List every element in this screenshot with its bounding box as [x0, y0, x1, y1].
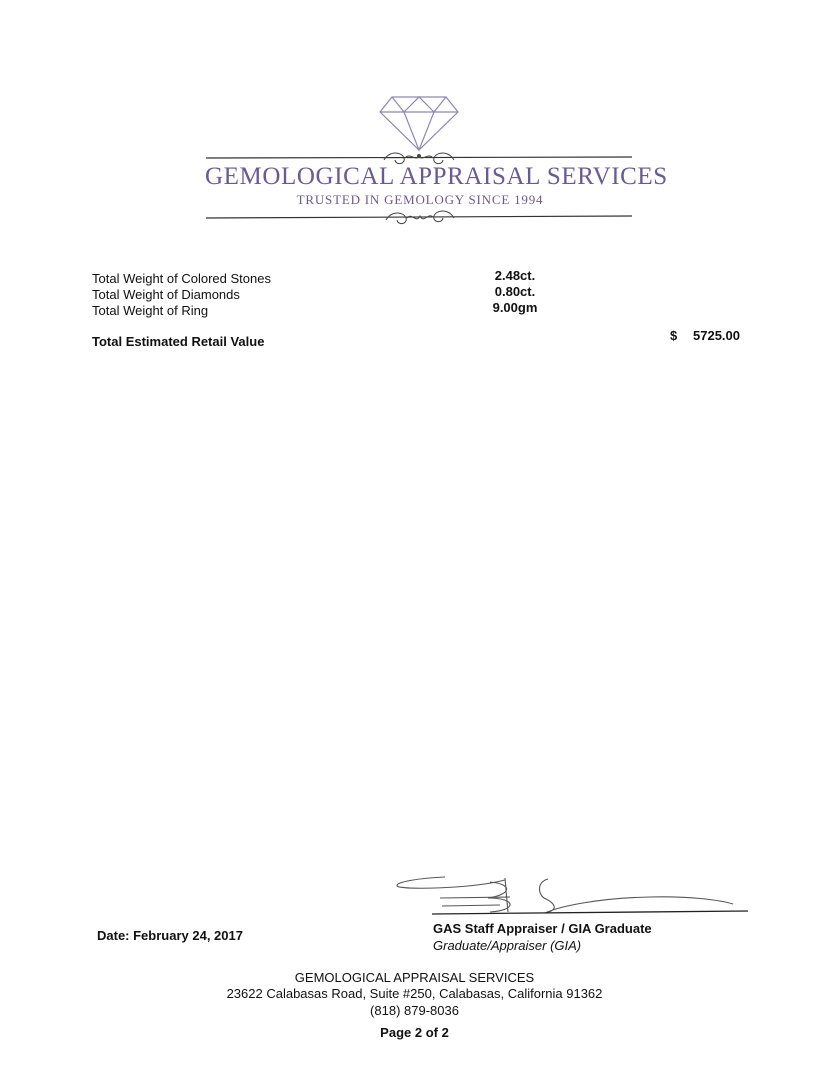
page-number: Page 2 of 2	[380, 1025, 449, 1040]
logo-tagline: TRUSTED IN GEMOLOGY SINCE 1994	[296, 192, 544, 207]
ring-weight-label: Total Weight of Ring	[92, 303, 209, 318]
colored-stones-weight-value: 2.48ct.	[494, 268, 536, 283]
diamonds-weight-value: 0.80ct.	[494, 284, 536, 299]
signature-line	[432, 911, 748, 914]
colored-stones-weight-label: Total Weight of Colored Stones	[92, 271, 271, 286]
appraisal-date: Date: February 24, 2017	[97, 928, 243, 943]
logo-title: GEMOLOGICAL APPRAISAL SERVICES	[205, 163, 668, 190]
footer-address: 23622 Calabasas Road, Suite #250, Calabasas, California 91362	[226, 986, 603, 1001]
handwritten-signature	[397, 877, 733, 913]
diamonds-weight-label: Total Weight of Diamonds	[92, 287, 240, 302]
signer-credentials: Graduate/Appraiser (GIA)	[433, 938, 582, 953]
total-retail-value: 5725.00	[693, 328, 740, 343]
footer-phone: (818) 879-8036	[370, 1003, 459, 1018]
ring-weight-value: 9.00gm	[492, 300, 538, 315]
footer-company: GEMOLOGICAL APPRAISAL SERVICES	[294, 970, 535, 985]
signer-title: GAS Staff Appraiser / GIA Graduate	[433, 921, 652, 936]
total-currency-symbol: $	[670, 328, 678, 343]
total-retail-value-label: Total Estimated Retail Value	[92, 334, 265, 349]
